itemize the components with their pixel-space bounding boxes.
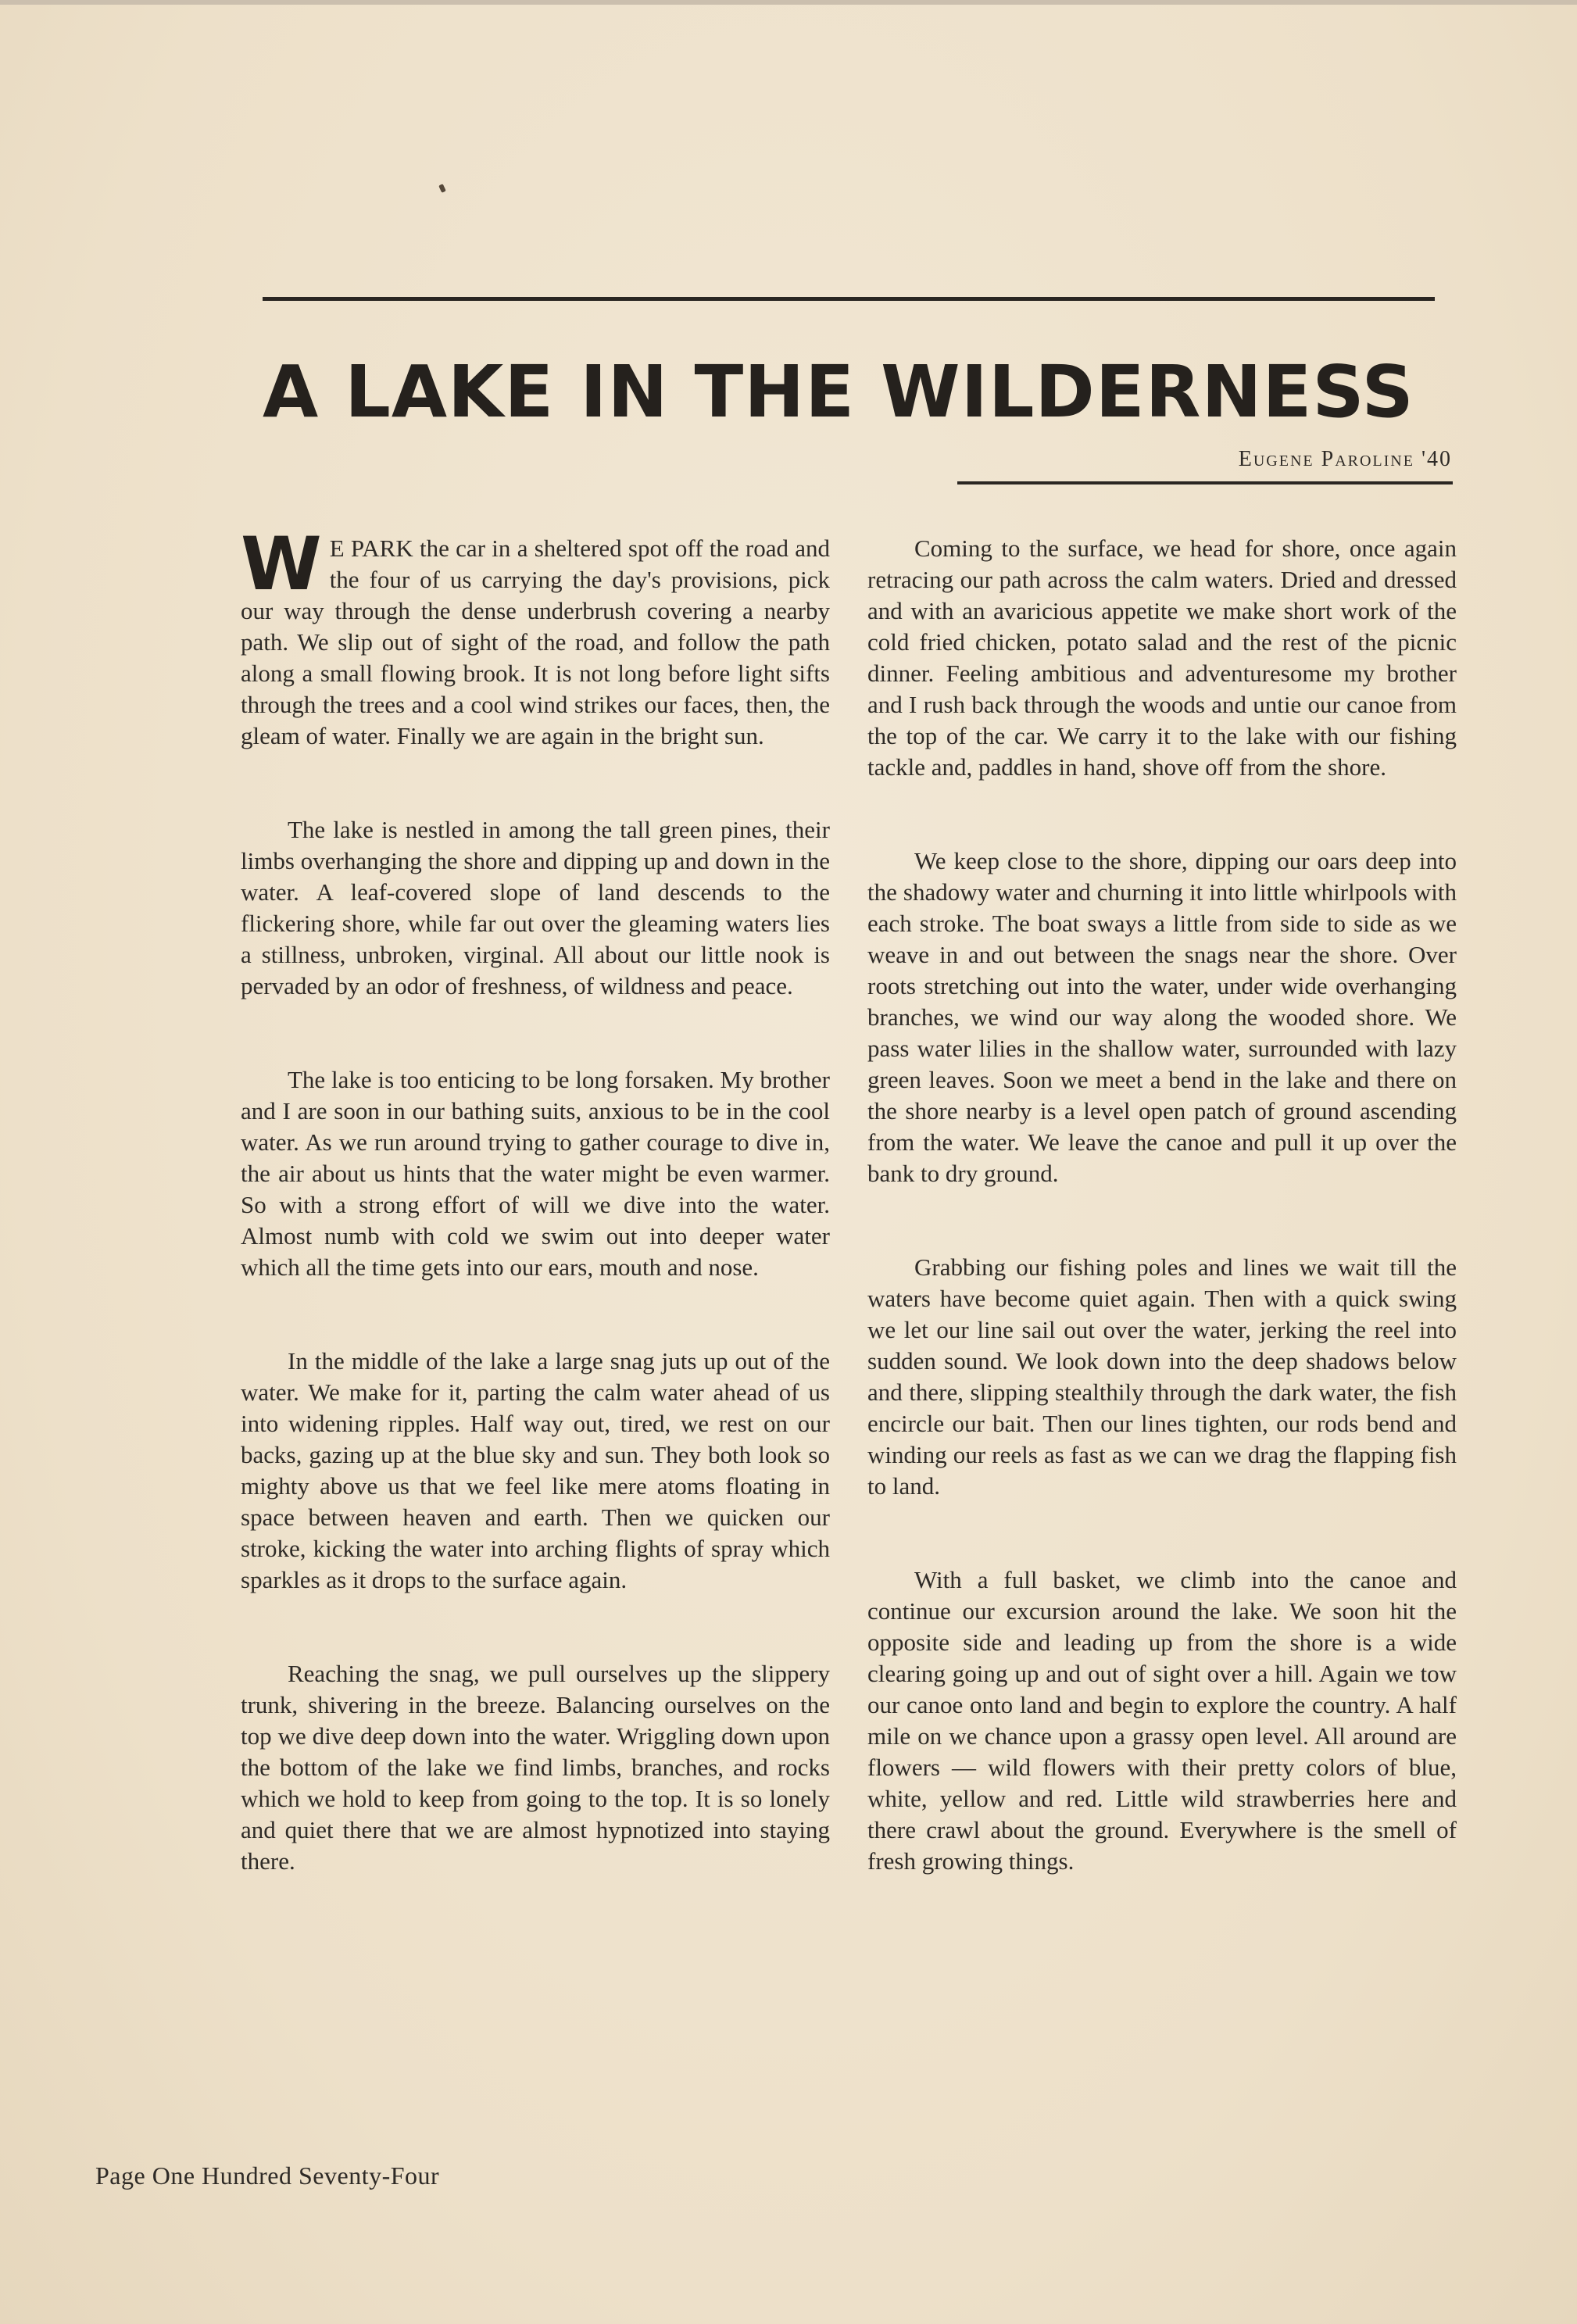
drop-cap: W (241, 522, 322, 607)
left-column (241, 522, 830, 1940)
right-column (867, 533, 1457, 1940)
paragraph-6: Coming to the surface, we head for shore, once again retracing our path across the calm waters. Dried and dressed and with an avaricious appetite we make short work of the cold fried chicken, potato salad and the rest of the picnic dinner. Feeling ambitious and adventuresome my brother and I rush back through the woods and untie our canoe from the top of the car. We carry it to the lake with our fishing tackle and, paddles in hand, shove off from the shore. (867, 535, 1457, 781)
paragraph-1 (241, 522, 830, 752)
author-byline: Eugene Paroline '40 (1238, 447, 1452, 471)
ink-speck (438, 184, 446, 193)
page-number: Page One Hundred Seventy-Four (95, 2161, 440, 2190)
title-top-rule (263, 297, 1435, 301)
page-top-edge (0, 0, 1577, 5)
paragraph-3: The lake is too enticing to be long forsaken. My brother and I are soon in our bathing suits, anxious to be in the cool water. As we run around trying to gather courage to dive in, the air about us hints that the water might be even warmer. So with a strong effort of will we dive into the water. Almost numb with cold we swim out into deeper water which all the time gets into our ears, mouth and nose. (241, 1066, 830, 1281)
paragraph-5: Reaching the snag, we pull ourselves up the slippery trunk, shivering in the breeze. Balancing ourselves on the top we dive deep down into the water. Wriggling down upon the bottom of the lake we find limbs, branches, and rocks which we hold to keep from going to the top. It is so lonely and quiet there that we are almost hypnotized into staying there. (241, 1660, 830, 1875)
paragraph-9: With a full basket, we climb into the canoe and continue our excursion around the lake. We soon hit the opposite side and leading up from the shore is a wide clearing going up and out of sight over a hill. Again we tow our canoe onto land and begin to explore the country. A half mile on we chance upon a grassy open level. All around are flowers — wild flowers with their pretty colors of blue, white, yellow and red. Little wild strawberries here and there crawl about the ground. Everywhere is the smell of fresh growing things. (867, 1566, 1457, 1875)
article-title: A LAKE IN THE WILDERNESS (263, 350, 1414, 434)
paragraph-1-text: E PARK the car in a sheltered spot off the road and the four of us carrying the day's provisions, pick our way through the dense underbrush covering a nearby path. We slip out of sight of the road, and follow the path along a small flowing brook. It is not long before light sifts through the trees and a cool wind strikes our faces, then, the gleam of water. Finally we are again in the bright sun. (241, 535, 830, 749)
paragraph-8: Grabbing our fishing poles and lines we wait till the waters have become quiet again. Then with a quick swing we let our line sail out over the water, jerking the reel into sudden sound. We look down into the deep shadows below and there, slipping stealthily through the dark water, the fish encircle our bait. Then our lines tighten, our rods bend and winding our reels as fast as we can we drag the flapping fish to land. (867, 1253, 1457, 1500)
paragraph-2: The lake is nestled in among the tall green pines, their limbs overhanging the shore and dipping up and down in the water. A leaf-covered slope of land descends to the flickering shore, while far out over the gleaming waters lies a stillness, unbroken, virginal. All about our little nook is pervaded by an odor of freshness, of wildness and peace. (241, 816, 830, 999)
paragraph-7: We keep close to the shore, dipping our oars deep into the shadowy water and churning it into little whirlpools with each stroke. The boat sways a little from side to side as we weave in and out between the snags near the shore. Over roots stretching out into the water, under wide overhanging branches, we wind our way along the wooded shore. We pass water lilies in the shallow water, surrounded with lazy green leaves. Soon we meet a bend in the lake and there on the shore nearby is a level open patch of ground ascending from the water. We leave the canoe and pull it up over the bank to dry ground. (867, 847, 1457, 1187)
paragraph-4: In the middle of the lake a large snag juts up out of the water. We make for it, parting the calm water ahead of us into widening ripples. Half way out, tired, we rest on our backs, gazing up at the blue sky and sun. They both look so mighty above us that we feel like mere atoms floating in space between heaven and earth. Then we quicken our stroke, kicking the water into arching flights of spray which sparkles as it drops to the surface again. (241, 1347, 830, 1593)
byline-rule (957, 481, 1453, 484)
